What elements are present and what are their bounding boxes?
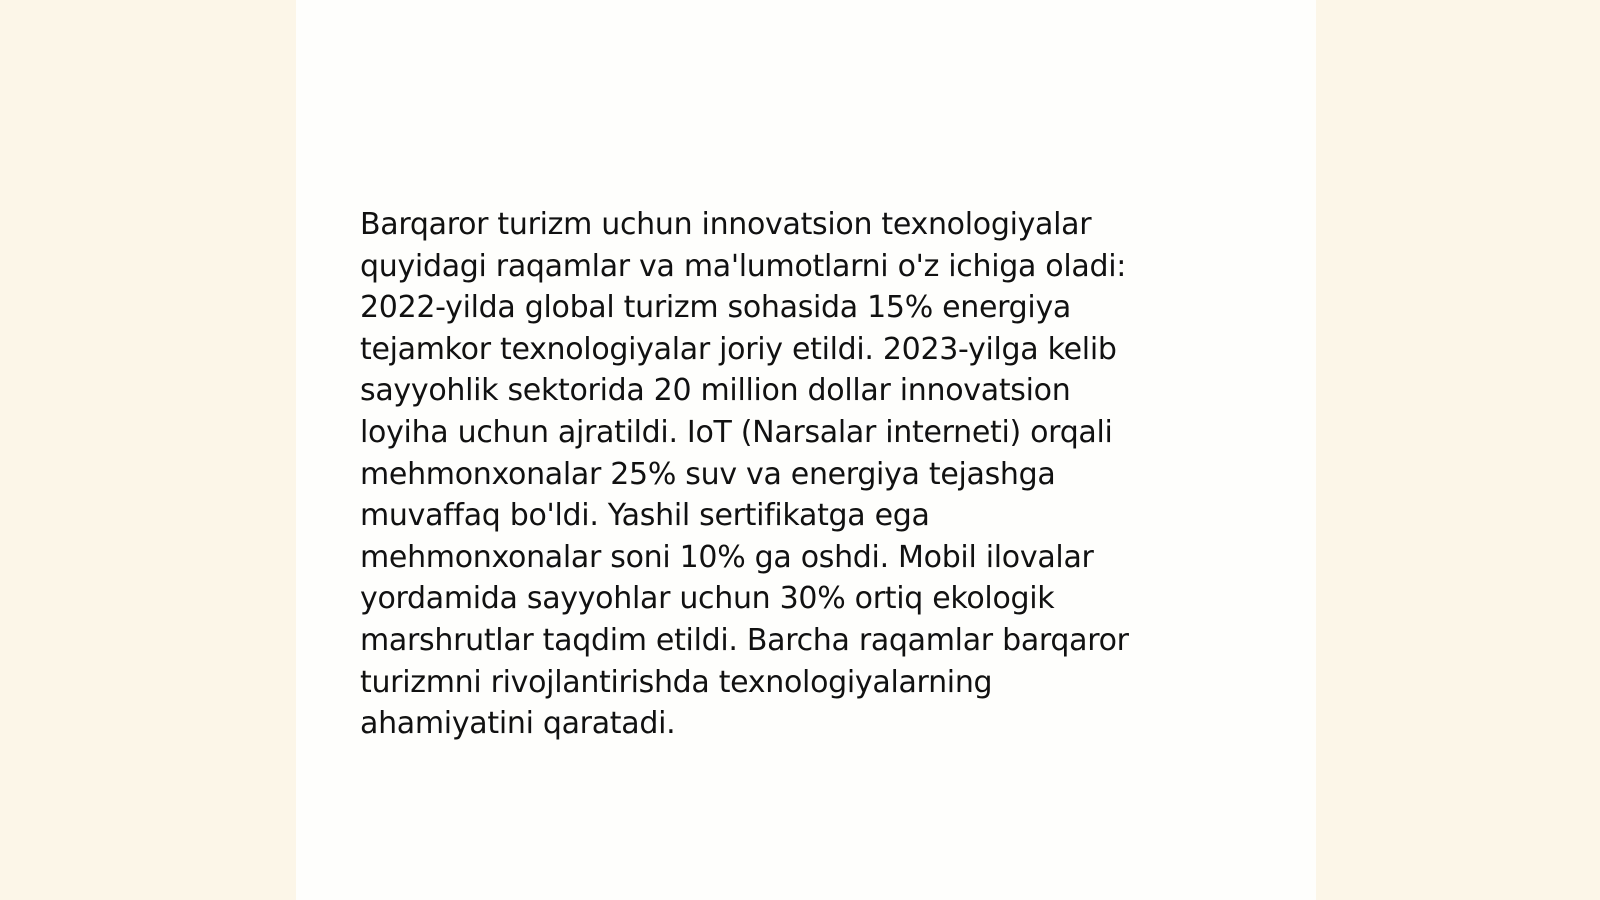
paragraph-line: turizmni rivojlantirishda texnologiyalarning (360, 664, 993, 700)
right-margin-panel (1316, 0, 1600, 900)
paragraph-line: yordamida sayyohlar uchun 30% ortiq ekologik (360, 581, 1055, 617)
paragraph-line: marshrutlar taqdim etildi. Barcha raqamlar barqaror (360, 622, 1129, 658)
paragraph-line: Barqaror turizm uchun innovatsion texnologiyalar (360, 207, 1092, 242)
paragraph-line: mehmonxonalar soni 10% ga oshdi. Mobil ilovalar (360, 539, 1094, 575)
paragraph-line: quyidagi raqamlar va ma'lumotlarni o'z ichiga oladi: (360, 248, 1127, 284)
left-margin-panel (0, 0, 296, 900)
paragraph-line: mehmonxonalar 25% suv va energiya tejashga (360, 456, 1056, 492)
paragraph-line: tejamkor texnologiyalar joriy etildi. 2023-yilga kelib (360, 331, 1117, 367)
paragraph-line: loyiha uchun ajratildi. IoT (Narsalar interneti) orqali (360, 414, 1113, 450)
body-paragraph (360, 204, 1240, 745)
paragraph-line: muvaffaq bo'ldi. Yashil sertifikatga ega (360, 498, 930, 534)
paragraph-line: 2022-yilda global turizm sohasida 15% energiya (360, 290, 1071, 326)
paragraph-line: ahamiyatini qaratadi. (360, 706, 676, 742)
paragraph-line: sayyohlik sektorida 20 million dollar innovatsion (360, 373, 1071, 409)
document-page (296, 0, 1316, 900)
